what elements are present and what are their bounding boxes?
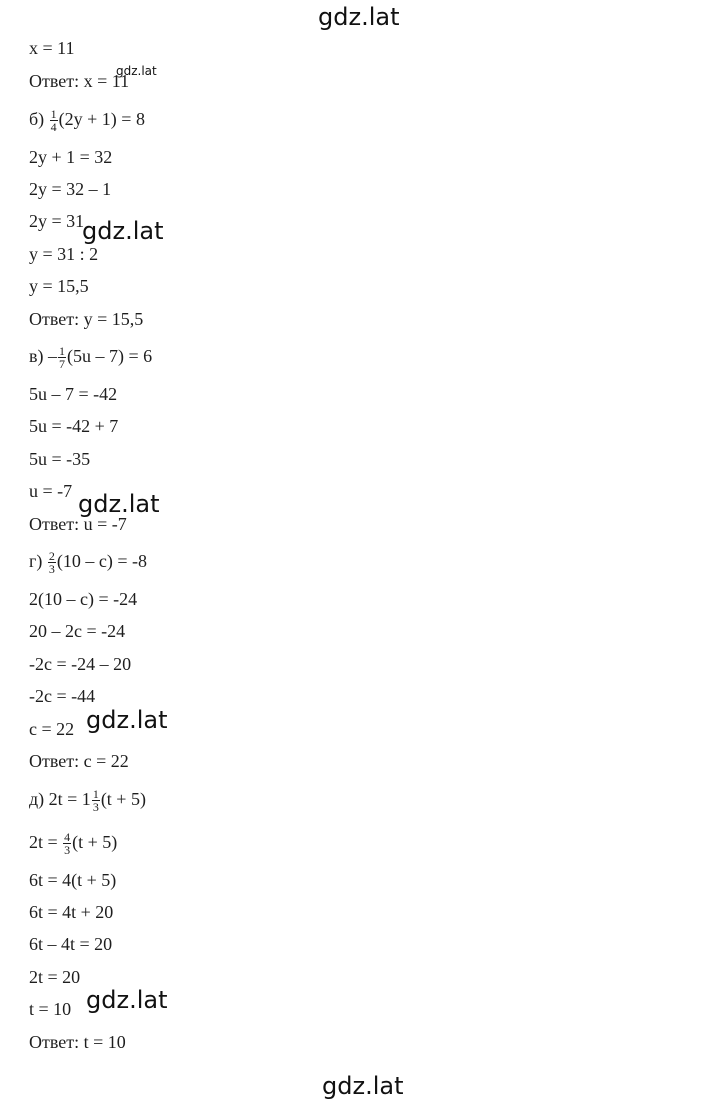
solution-line: t = 10 [29, 999, 72, 1019]
answer-line: Ответ: t = 10 [29, 1032, 126, 1052]
watermark-bottom: gdz.lat [322, 1072, 404, 1100]
solution-line: -2c = -24 – 20 [29, 654, 132, 674]
watermark-mid-4: gdz.lat [86, 986, 168, 1014]
answer-line: Ответ: c = 22 [29, 751, 129, 771]
answer-line: Ответ: y = 15,5 [29, 309, 144, 329]
solution-line: 6t = 4t + 20 [29, 902, 114, 922]
solution-line: 20 – 2c = -24 [29, 621, 126, 641]
fraction: $\frac{1}{3}$ [92, 787, 99, 815]
watermark-small: gdz.lat [116, 64, 157, 78]
solution-line: 2(10 – c) = -24 [29, 589, 138, 609]
solution-line: 5u = -35 [29, 449, 91, 469]
solution-line: 2y + 1 = 32 [29, 147, 113, 167]
equation-line: в) – $\frac{1}{7}$ (5u – 7) = 6 [29, 344, 153, 372]
fraction: $\frac{2}{3}$ [48, 549, 55, 577]
watermark-top: gdz.lat [318, 3, 400, 31]
solution-line: 5u – 7 = -42 [29, 384, 118, 404]
watermark-mid-1: gdz.lat [82, 217, 164, 245]
solution-line: x = 11 [29, 38, 75, 58]
solution-line: u = -7 [29, 481, 73, 501]
watermark-mid-2: gdz.lat [78, 490, 160, 518]
solution-line: 2y = 32 – 1 [29, 179, 112, 199]
solution-line: 6t – 4t = 20 [29, 934, 113, 954]
solution-line: c = 22 [29, 719, 75, 739]
answer-line: Ответ: u = -7 [29, 514, 127, 534]
solution-line: y = 31 : 2 [29, 244, 99, 264]
solution-line: 2t = 20 [29, 967, 81, 987]
solution-line: 6t = 4(t + 5) [29, 870, 117, 890]
solution-line: 2y = 31 [29, 211, 85, 231]
fraction: $\frac{4}{3}$ [64, 830, 71, 858]
equation-line: г) $\frac{2}{3}$ (10 – c) = -8 [29, 549, 148, 577]
answer-line: Ответ: x = 11 [29, 71, 130, 91]
fraction: $\frac{1}{7}$ [59, 344, 65, 372]
equation-line: 2t = $\frac{4}{3}$ (t + 5) [29, 830, 118, 858]
watermark-mid-3: gdz.lat [86, 706, 168, 734]
solution-line: y = 15,5 [29, 276, 89, 296]
solution-line: 5u = -42 + 7 [29, 416, 119, 436]
equation-line: д) 2t = 1 $\frac{1}{3}$ (t + 5) [29, 787, 146, 815]
fraction: $\frac{1}{4}$ [50, 107, 57, 135]
equation-line: б) $\frac{1}{4}$ (2y + 1) = 8 [29, 107, 145, 135]
solution-line: -2c = -44 [29, 686, 96, 706]
